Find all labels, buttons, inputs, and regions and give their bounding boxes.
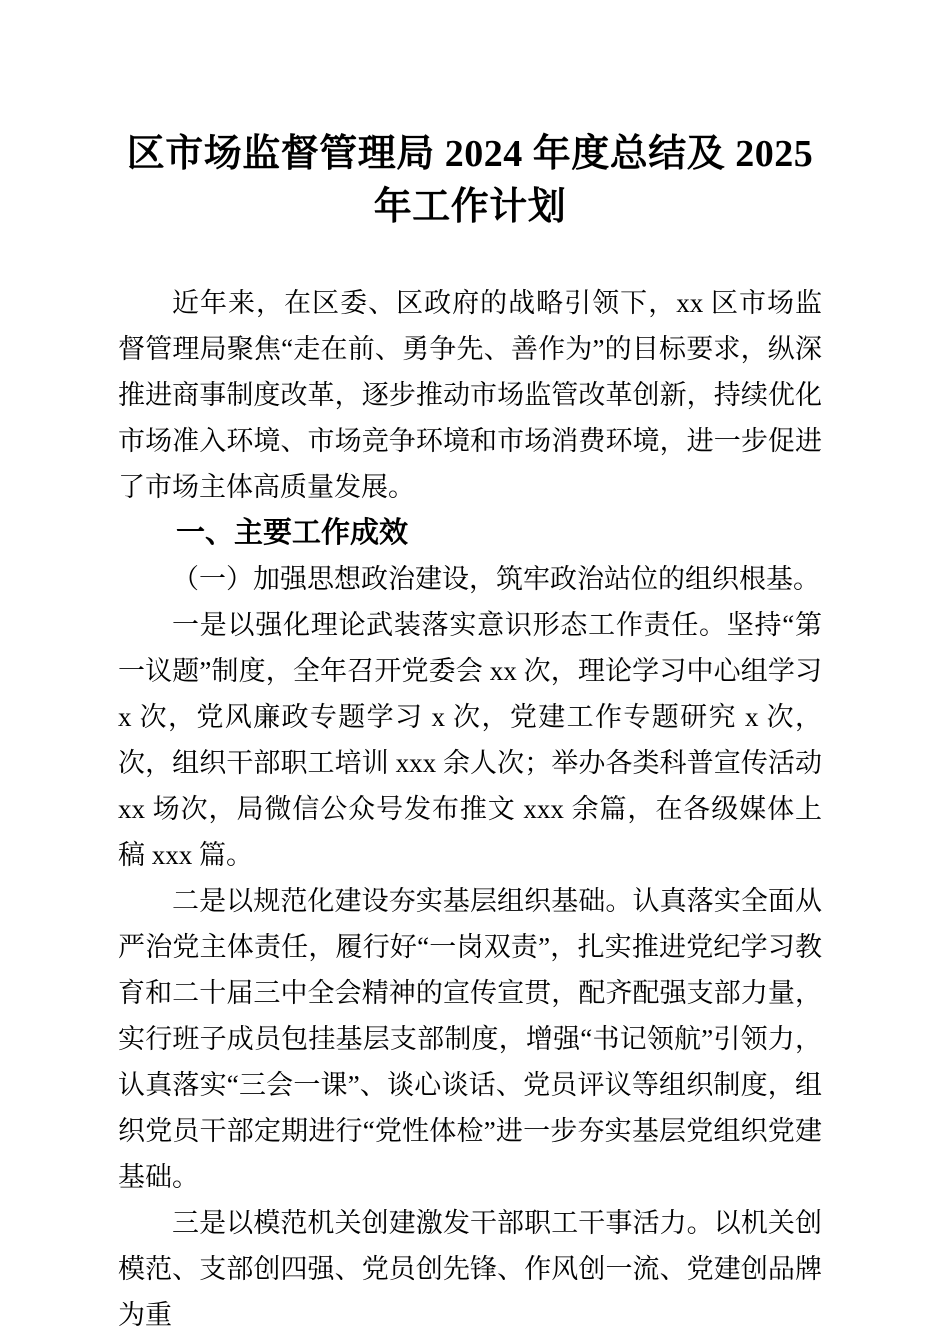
intro-paragraph: 近年来，在区委、区政府的战略引领下，xx 区市场监督管理局聚焦“走在前、勇争先、善作为”的目标要求，纵深推进商事制度改革，逐步推动市场监管改革创新，持续优化市场准入环境、市场竞争环境和市场消费环境，进一步促进了市场主体高质量发展。 — [118, 288, 822, 502]
paragraph-grassroots-organization: 二是以规范化建设夯实基层组织基础。认真落实全面从严治党主体责任，履行好“一岗双责”，扎实推进党纪学习教育和二十届三中全会精神的宣传宣贯，配齐配强支部力量，实行班子成员包挂基层支部制度，增强“书记领航”引领力，认真落实“三会一课”、谈心谈话、党员评议等组织制度，组织党员干部定期进行“党性体检”进一步夯实基层党组织党建基础。 — [118, 886, 822, 1192]
section-heading-main-achievements: 一、主要工作成效 — [176, 517, 409, 549]
paragraph-theory-armament: 一是以强化理论武装落实意识形态工作责任。坚持“第一议题”制度，全年召开党委会 xx 次，理论学习中心组学习 x 次，党风廉政专题学习 x 次，党建工作专题研究 x 次，次，组织干部职工培训 xxx 余人次；举办各类科普宣传活动 xx 场次，局微信公众号发布推文 xxx 余篇，在各级媒体上稿 xxx 篇。 — [118, 610, 822, 870]
subsection-heading-political-building: （一）加强思想政治建设，筑牢政治站位的组织根基。 — [172, 564, 820, 594]
document-title: 区市场监督管理局 2024 年度总结及 2025 年工作计划 — [126, 133, 814, 228]
paragraph-model-organ: 三是以模范机关创建激发干部职工干事活力。以机关创模范、支部创四强、党员创先锋、作风创一流、党建创品牌为重 — [118, 1208, 822, 1330]
